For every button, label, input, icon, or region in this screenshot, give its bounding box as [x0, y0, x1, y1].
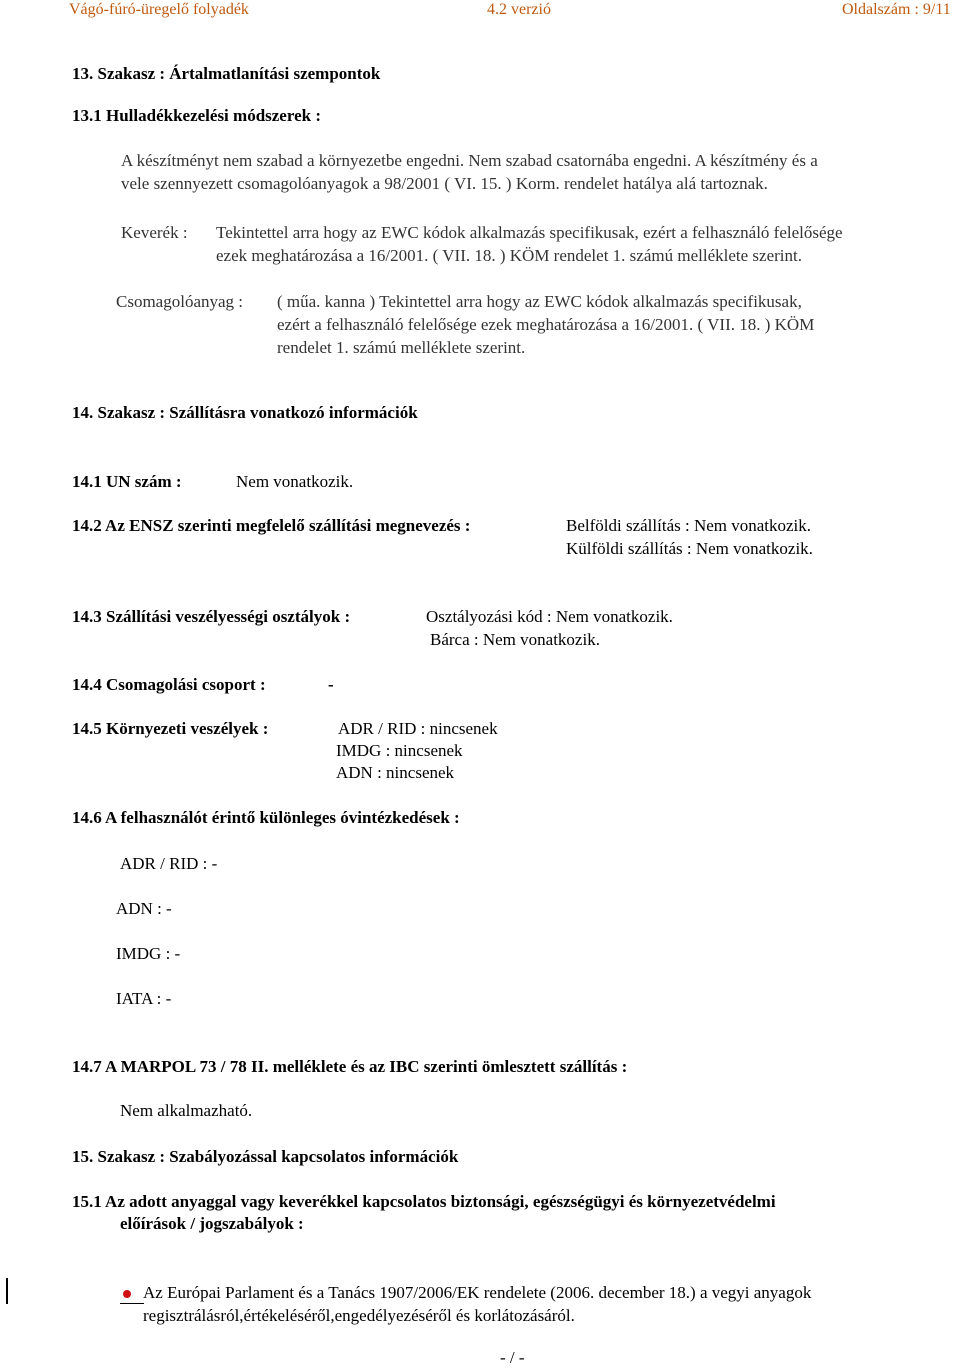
- kornyezeti-label: 14.5 Környezeti veszélyek :: [72, 719, 269, 738]
- s13-paragraph-line1: A készítményt nem szabad a környezetbe engedni. Nem szabad csatornába engedni. A készítmény és a: [121, 151, 818, 170]
- keverek-label: Keverék :: [121, 223, 188, 242]
- regulation-line2: regisztrálásról,értékeléséről,engedélyezéséről és korlátozásáról.: [143, 1306, 575, 1325]
- ovintezkedesek-label: 14.6 A felhasználót érintő különleges óvintézkedések :: [72, 808, 460, 827]
- change-bar: [6, 1278, 8, 1304]
- belfoldi-szallitas: Belföldi szállítás : Nem vonatkozik.: [566, 516, 812, 535]
- bullet-icon: [123, 1290, 131, 1298]
- csomag-label: Csomagolóanyag :: [116, 292, 244, 311]
- csomagolasi-csoport-label: 14.4 Csomagolási csoport :: [72, 675, 266, 694]
- kornyezeti-imdg: IMDG : nincsenek: [336, 741, 463, 760]
- header-product: Vágó-fúró-üregelő folyadék: [69, 1, 249, 18]
- kornyezeti-adn: ADN : nincsenek: [336, 763, 455, 782]
- section-13-title: 13. Szakasz : Ártalmatlanítási szempontok: [72, 64, 381, 83]
- ensz-label: 14.2 Az ENSZ szerinti megfelelő szállítási megnevezés :: [72, 516, 471, 535]
- s13-paragraph-line2: vele szennyezett csomagolóanyagok a 98/2001 ( VI. 15. ) Korm. rendelet hatálya alá tartoznak.: [121, 174, 768, 193]
- osztalyozasi-kod: Osztályozási kód : Nem vonatkozik.: [426, 607, 673, 626]
- veszelyessegi-label: 14.3 Szállítási veszélyességi osztályok :: [72, 607, 351, 626]
- header-version: 4.2 verzió: [487, 1, 551, 18]
- keverek-line2: ezek meghatározása a 16/2001. ( VII. 18. ) KÖM rendelet 1. számú melléklete szerint.: [216, 246, 802, 265]
- section-13-1-title: 13.1 Hulladékkezelési módszerek :: [72, 106, 321, 125]
- marpol-label: 14.7 A MARPOL 73 / 78 II. melléklete és az IBC szerinti ömlesztett szállítás :: [72, 1057, 628, 1076]
- regulation-line1: Az Európai Parlament és a Tanács 1907/2006/EK rendelete (2006. december 18.) a vegyi anyagok: [143, 1283, 812, 1302]
- ovint-imdg: IMDG : -: [116, 944, 181, 963]
- csomagolasi-csoport-value: -: [328, 675, 334, 694]
- csomag-line3: rendelet 1. számú melléklete szerint.: [277, 338, 526, 357]
- csomag-line2: ezért a felhasználó felelősége ezek meghatározása a 16/2001. ( VII. 18. ) KÖM: [277, 315, 815, 334]
- bullet-underline: [120, 1303, 144, 1304]
- kulfoldi-szallitas: Külföldi szállítás : Nem vonatkozik.: [566, 539, 813, 558]
- header-page: Oldalszám : 9/11: [842, 1, 951, 18]
- kornyezeti-adr-rid: ADR / RID : nincsenek: [338, 719, 498, 738]
- page-footer: - / -: [500, 1348, 525, 1367]
- barca: Bárca : Nem vonatkozik.: [430, 630, 600, 649]
- ovint-adr-rid: ADR / RID : -: [120, 854, 218, 873]
- section-15-1-line2: előírások / jogszabályok :: [120, 1214, 304, 1233]
- un-number-label: 14.1 UN szám :: [72, 472, 182, 491]
- csomag-line1: ( műa. kanna ) Tekintettel arra hogy az EWC kódok alkalmazás specifikusak,: [277, 292, 802, 311]
- keverek-line1: Tekintettel arra hogy az EWC kódok alkalmazás specifikusak, ezért a felhasználó felelősége: [216, 223, 843, 242]
- ovint-adn: ADN : -: [116, 899, 172, 918]
- un-number-value: Nem vonatkozik.: [236, 472, 354, 491]
- section-15-title: 15. Szakasz : Szabályozással kapcsolatos információk: [72, 1147, 459, 1166]
- ovint-iata: IATA : -: [116, 989, 172, 1008]
- section-14-title: 14. Szakasz : Szállításra vonatkozó információk: [72, 403, 418, 422]
- marpol-value: Nem alkalmazható.: [120, 1101, 253, 1120]
- section-15-1-line1: 15.1 Az adott anyaggal vagy keverékkel kapcsolatos biztonsági, egészségügyi és környezetvédelmi: [72, 1192, 776, 1211]
